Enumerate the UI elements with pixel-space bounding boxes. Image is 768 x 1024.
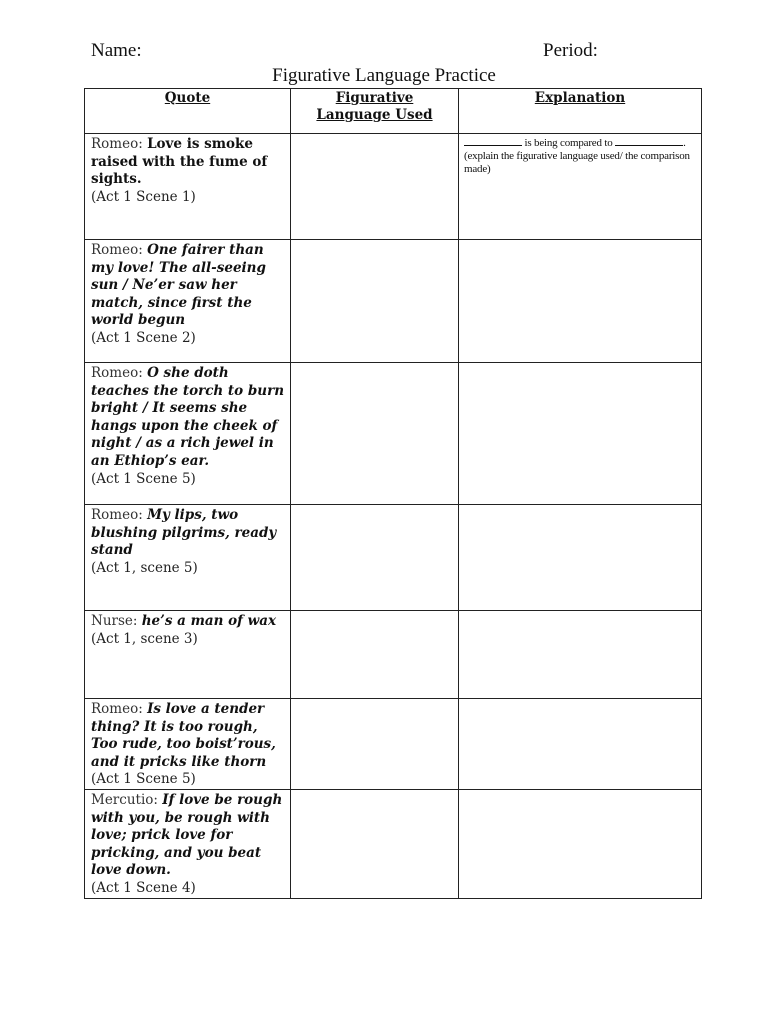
quote-text: he’s a man of wax [141,613,277,629]
speaker-label: Romeo: [91,242,143,258]
figurative-language-answer-cell[interactable] [291,611,459,699]
quote-cell [85,611,291,699]
speaker-label: Romeo: [91,365,143,381]
figurative-language-answer-cell[interactable] [291,789,459,898]
quote-text: Love is smoke raised with the fume of sights. [91,136,268,188]
column-header-explanation: Explanation [459,89,702,134]
table-row [85,505,702,611]
explanation-answer-cell[interactable] [459,240,702,363]
quote-text: My lips, two blushing pilgrims, ready stand [91,507,277,559]
quote-cell [85,699,291,790]
table-row [85,611,702,699]
figurative-language-answer-cell[interactable] [291,134,459,240]
explanation-answer-cell[interactable] [459,505,702,611]
speaker-label: Nurse: [91,613,138,629]
period-label: Period: [543,40,598,61]
blank-line [615,136,683,146]
quote-text: O she doth teaches the torch to burn bright / It seems she hangs upon the cheek of night / as a rich jewel in an Ethiop’s ear. [91,365,285,469]
speaker-label: Romeo: [91,507,143,523]
quote-cell [85,789,291,898]
table-header-row [85,89,702,134]
scene-reference: (Act 1 Scene 2) [91,329,196,346]
worksheet-table [84,88,702,899]
table-row [85,699,702,790]
quote-cell [85,363,291,505]
quote-cell [85,134,291,240]
table-row [85,134,702,240]
blank-line [464,136,522,146]
column-header-figurative-language: Figurative Language Used [291,89,459,134]
explanation-prompt: is being compared to . (explain the figurative language used/ the comparison made) [464,137,690,175]
speaker-label: Romeo: [91,136,143,152]
explanation-answer-cell[interactable] [459,134,702,240]
scene-reference: (Act 1 Scene 5) [91,470,196,487]
speaker-label: Romeo: [91,701,143,717]
explanation-answer-cell[interactable] [459,363,702,505]
page-title: Figurative Language Practice [272,65,496,86]
scene-reference: (Act 1 Scene 5) [91,771,196,788]
explanation-answer-cell[interactable] [459,789,702,898]
scene-reference: (Act 1 Scene 1) [91,188,196,205]
explanation-answer-cell[interactable] [459,699,702,790]
quote-text: If love be rough with you, be rough with love; prick love for pricking, and you beat love down. [91,791,283,879]
table-row [85,363,702,505]
table-row [85,240,702,363]
quote-text: One fairer than my love! The all-seeing sun / Ne’er saw her match, since first the world begun [91,242,266,329]
column-header-quote: Quote [85,89,291,134]
table-row [85,789,702,898]
explanation-answer-cell[interactable] [459,611,702,699]
figurative-language-answer-cell[interactable] [291,505,459,611]
quote-text: Is love a tender thing? It is too rough, Too rude, too boist’rous, and it pricks like thorn [91,701,276,770]
name-label: Name: [91,40,142,61]
quote-cell [85,240,291,363]
scene-reference: (Act 1 Scene 4) [91,879,196,896]
figurative-language-answer-cell[interactable] [291,363,459,505]
scene-reference: (Act 1, scene 3) [91,630,198,647]
speaker-label: Mercutio: [91,791,158,808]
scene-reference: (Act 1, scene 5) [91,559,198,576]
figurative-language-answer-cell[interactable] [291,699,459,790]
quote-cell [85,505,291,611]
figurative-language-answer-cell[interactable] [291,240,459,363]
